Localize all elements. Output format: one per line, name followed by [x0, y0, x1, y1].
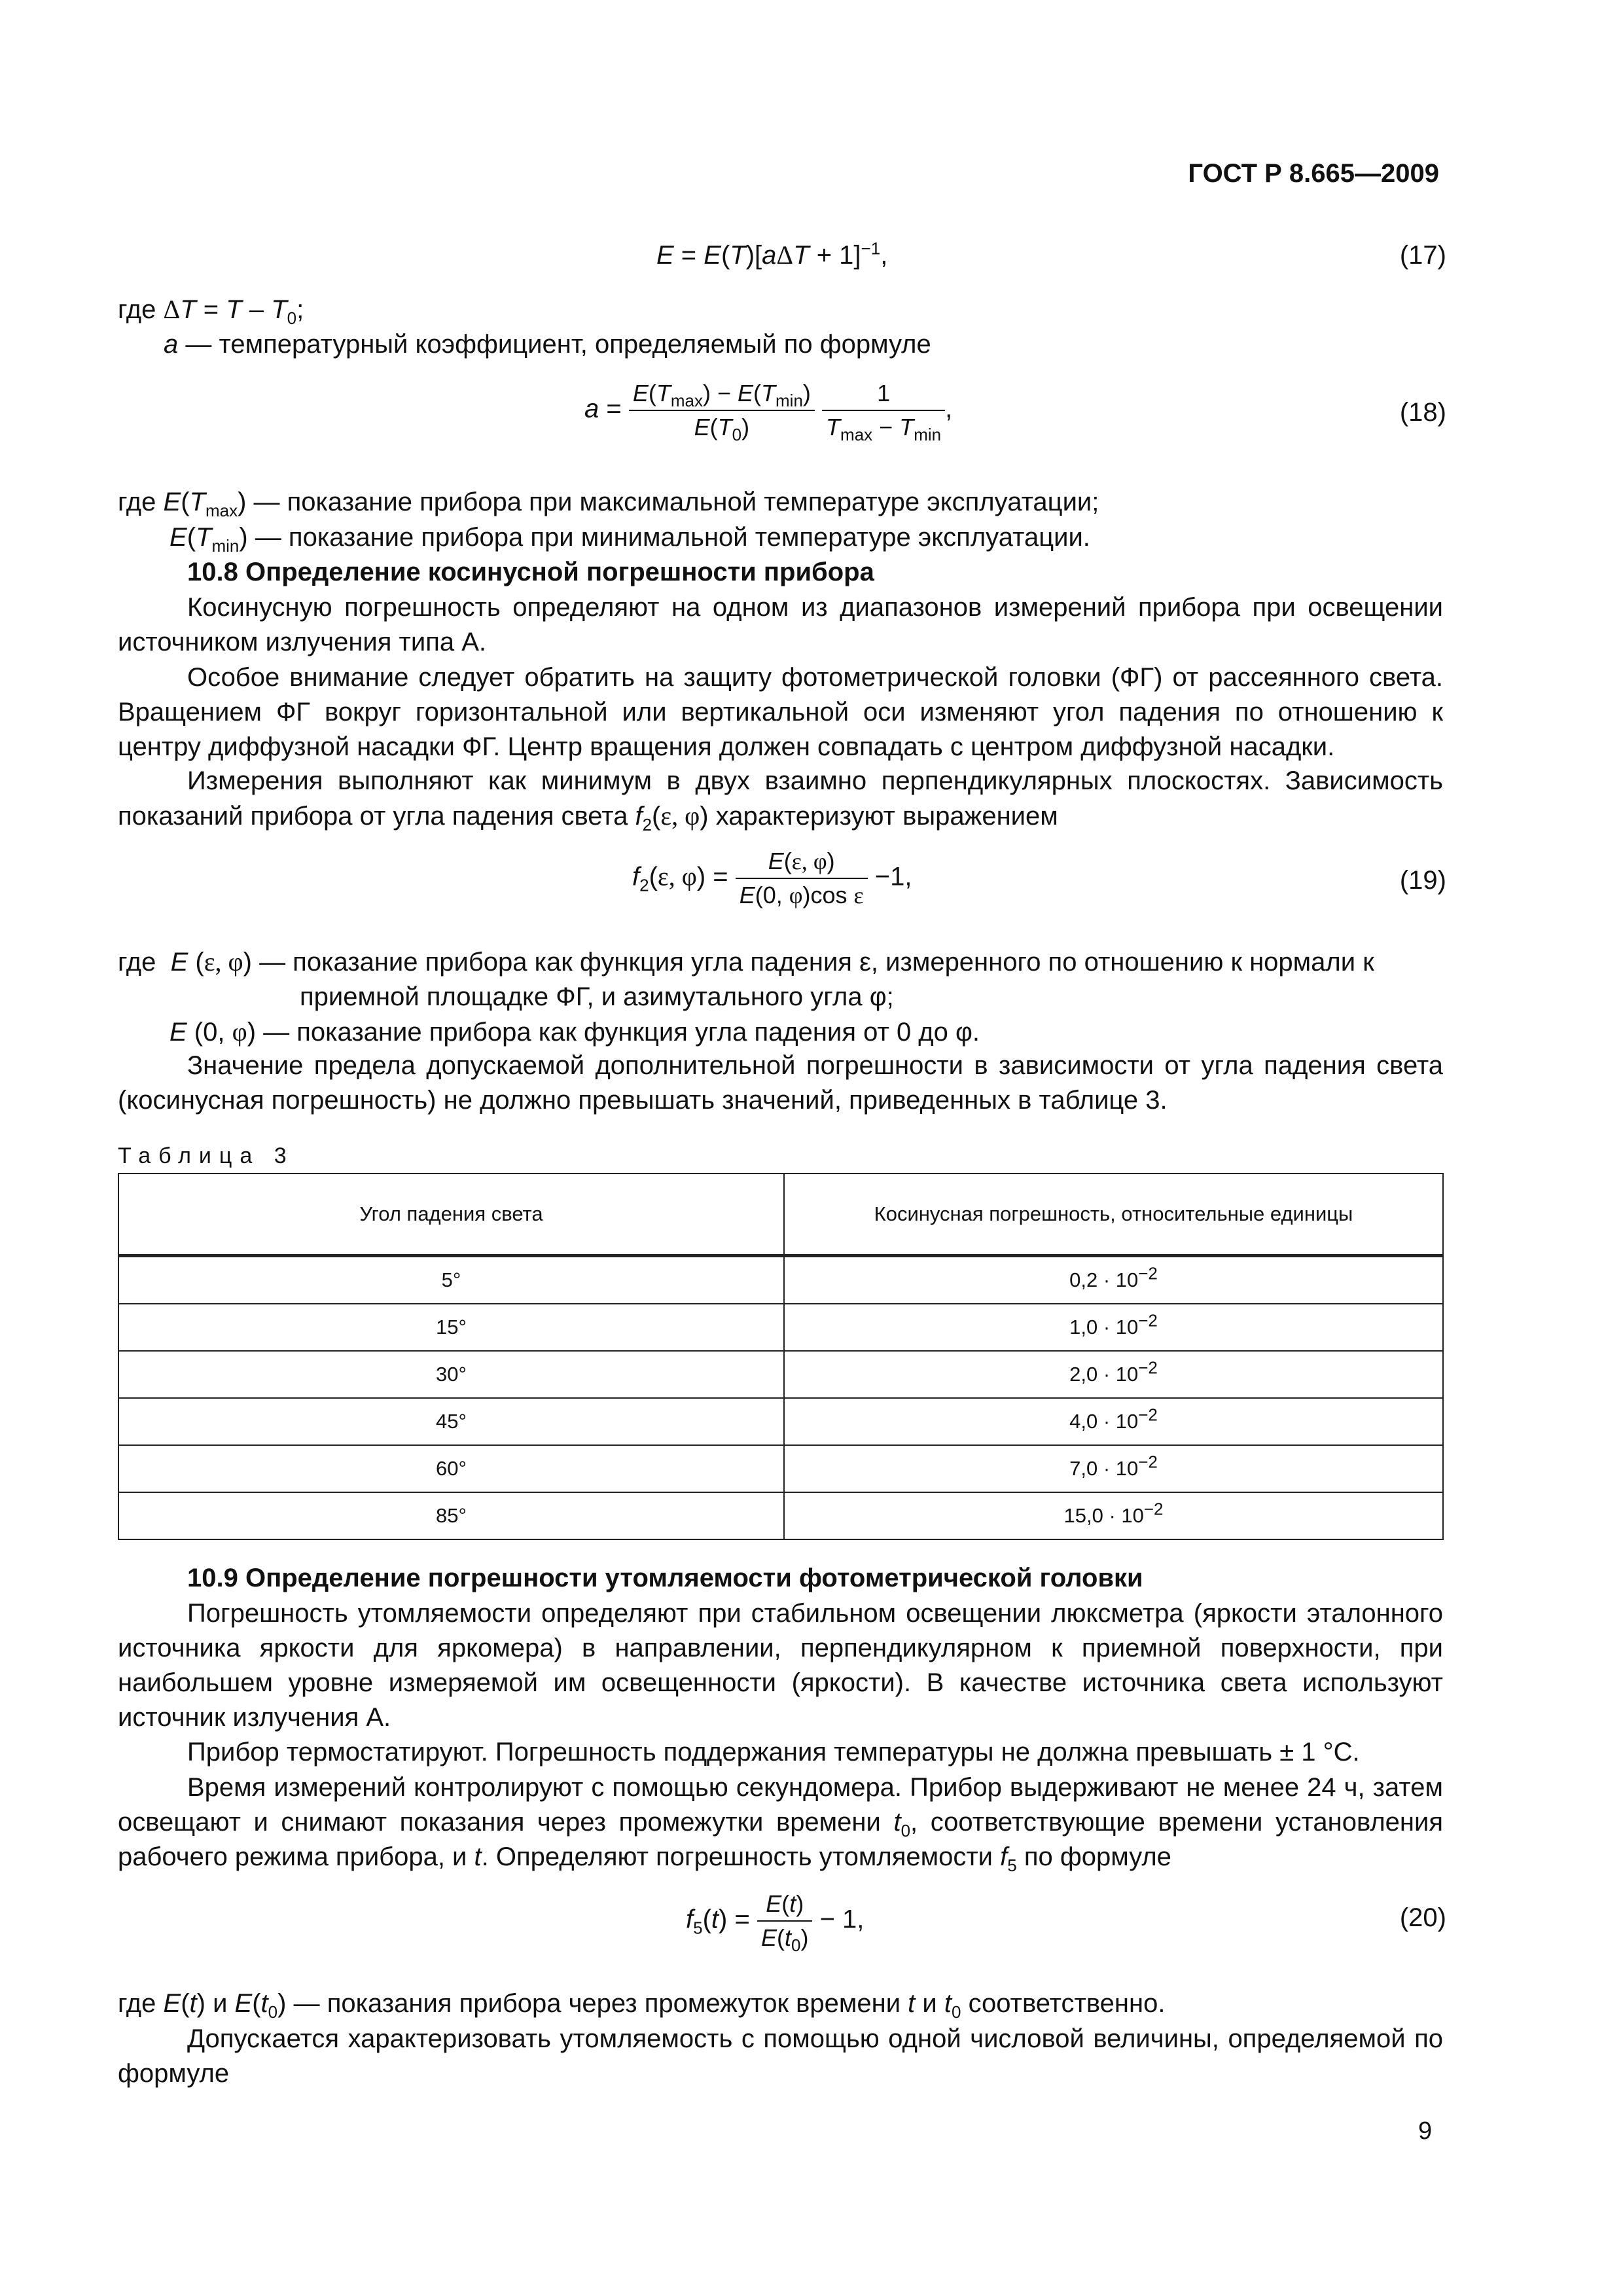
equation-number-19: (19)	[1399, 866, 1446, 895]
formula-19: $f_2(\varepsilon$, φ) = $\frac{E(\varepsilon, \varphi)}{\text{E(0, φ)cos ε}}$ −1,	[632, 848, 912, 908]
error-cell: $0,2 \cdot 10^{-2}$	[784, 1256, 1443, 1304]
where-e-zero-phi: E (0, φ) — показание прибора как функция угла падения от 0 до φ.	[169, 1017, 980, 1047]
paragraph-10-9-3: Время измерений контролируют с помощью секундомера. Прибор выдерживают не менее 24 ч, затем освещают и снимают показания через промежутки времени $t_0$, соответствующие времени установления рабочего режима прибора, и t. Определяют погрешность утомляемости $f_5$ по формуле	[118, 1773, 1443, 1875]
page-number: 9	[1418, 2117, 1433, 2145]
equation-number-20: (20)	[1399, 1903, 1446, 1932]
equation-number-17: (17)	[1399, 241, 1446, 270]
where-delta-t: где $\Delta T = T - T_0$;	[118, 295, 304, 328]
error-cell: $2,0 \cdot 10^{-2}$	[784, 1351, 1443, 1398]
paragraph-10-9-1: Погрешность утомляемости определяют при стабильном освещении люксметра (яркости эталонного источника яркости для яркомера) в направлении, перпендикулярном к приемной поверхности, при наибольшем уровне измеряемой им освещенности (яркости). В качестве источника света используют источник излучения А.	[118, 1599, 1443, 1732]
table-header-angle: Угол падения света	[118, 1174, 784, 1256]
where-e-t: где E(t) и $E(t_0)$ — показания прибора через промежуток времени t и $t_0$ соответственно.	[118, 1989, 1166, 2022]
table-row	[118, 1351, 1443, 1398]
document-id: ГОСТ Р 8.665—2009	[1188, 159, 1439, 188]
angle-cell: 15°	[118, 1304, 784, 1351]
a-definition: a — температурный коэффициент, определяемый по формуле	[164, 330, 931, 359]
table-3	[118, 1173, 1444, 1540]
paragraph-10-9-2: Прибор термостатируют. Погрешность поддержания температуры не должна превышать ± 1 °С.	[187, 1738, 1360, 1767]
table-row	[118, 1304, 1443, 1351]
table-header-cosine-error: Косинусная погрешность, относительные единицы	[784, 1174, 1443, 1256]
angle-cell: 30°	[118, 1351, 784, 1398]
formula-18: a = $\frac{E(T_{max}) - E(T_{min})}{E(T_0)}$ $\frac{1}{T_{max} - T_{min}}$ ,	[584, 380, 953, 445]
paragraph-10-8-4: Значение предела допускаемой дополнительной погрешности в зависимости от угла падения света (косинусная погрешность) не должно превышать значений, приведенных в таблице 3.	[118, 1051, 1443, 1115]
where-tmin: $E(T_{min})$ — показание прибора при минимальной температуре эксплуатации.	[169, 523, 1090, 556]
angle-cell: 85°	[118, 1492, 784, 1539]
table-row	[118, 1256, 1443, 1304]
table-3-caption: Таблица 3	[118, 1143, 294, 1168]
paragraph-10-8-2: Особое внимание следует обратить на защиту фотометрической головки (ФГ) от рассеянного света. Вращением ФГ вокруг горизонтальной или вертикальной оси изменяют угол падения по отношению к центру диффузной насадки ФГ. Центр вращения должен совпадать с центром диффузной насадки.	[118, 663, 1443, 761]
paragraph-10-8-1: Косинусную погрешность определяют на одном из диапазонов измерений прибора при освещении источником излучения типа А.	[118, 593, 1443, 656]
table-row	[118, 1445, 1443, 1492]
error-cell: $15,0 \cdot 10^{-2}$	[784, 1492, 1443, 1539]
section-10-9-heading: 10.9 Определение погрешности утомляемости фотометрической головки	[187, 1564, 1143, 1592]
equation-number-18: (18)	[1399, 398, 1446, 427]
angle-cell: 5°	[118, 1256, 784, 1304]
formula-20: $f_5(t)$ = $\frac{E(t)}{E(t_0)}$ − 1,	[686, 1890, 865, 1956]
paragraph-10-9-4: Допускается характеризовать утомляемость с помощью одной числовой величины, определяемой по формуле	[118, 2024, 1443, 2088]
angle-cell: 45°	[118, 1398, 784, 1445]
section-10-8-heading: 10.8 Определение косинусной погрешности прибора	[187, 558, 874, 586]
where-e-eps-phi: где E (ε, φ) — показание прибора как функция угла падения ε, измеренного по отношению к нормали к	[118, 947, 1374, 977]
angle-cell: 60°	[118, 1445, 784, 1492]
error-cell: $1,0 \cdot 10^{-2}$	[784, 1304, 1443, 1351]
error-cell: $4,0 \cdot 10^{-2}$	[784, 1398, 1443, 1445]
where-e-eps-phi-continued: приемной площадке ФГ, и азимутального угла φ;	[300, 982, 894, 1011]
error-cell: $7,0 \cdot 10^{-2}$	[784, 1445, 1443, 1492]
paragraph-10-8-3: Измерения выполняют как минимум в двух взаимно перпендикулярных плоскостях. Зависимость показаний прибора от угла падения света $f_2(\varepsilon$, φ) характеризуют выражением	[118, 766, 1443, 834]
table-row	[118, 1492, 1443, 1539]
table-row	[118, 1398, 1443, 1445]
where-tmax: где $E(T_{max})$ — показание прибора при максимальной температуре эксплуатации;	[118, 488, 1099, 520]
formula-17: $E = E(T)[a\Delta T + 1]^{-1}$,	[656, 238, 888, 270]
